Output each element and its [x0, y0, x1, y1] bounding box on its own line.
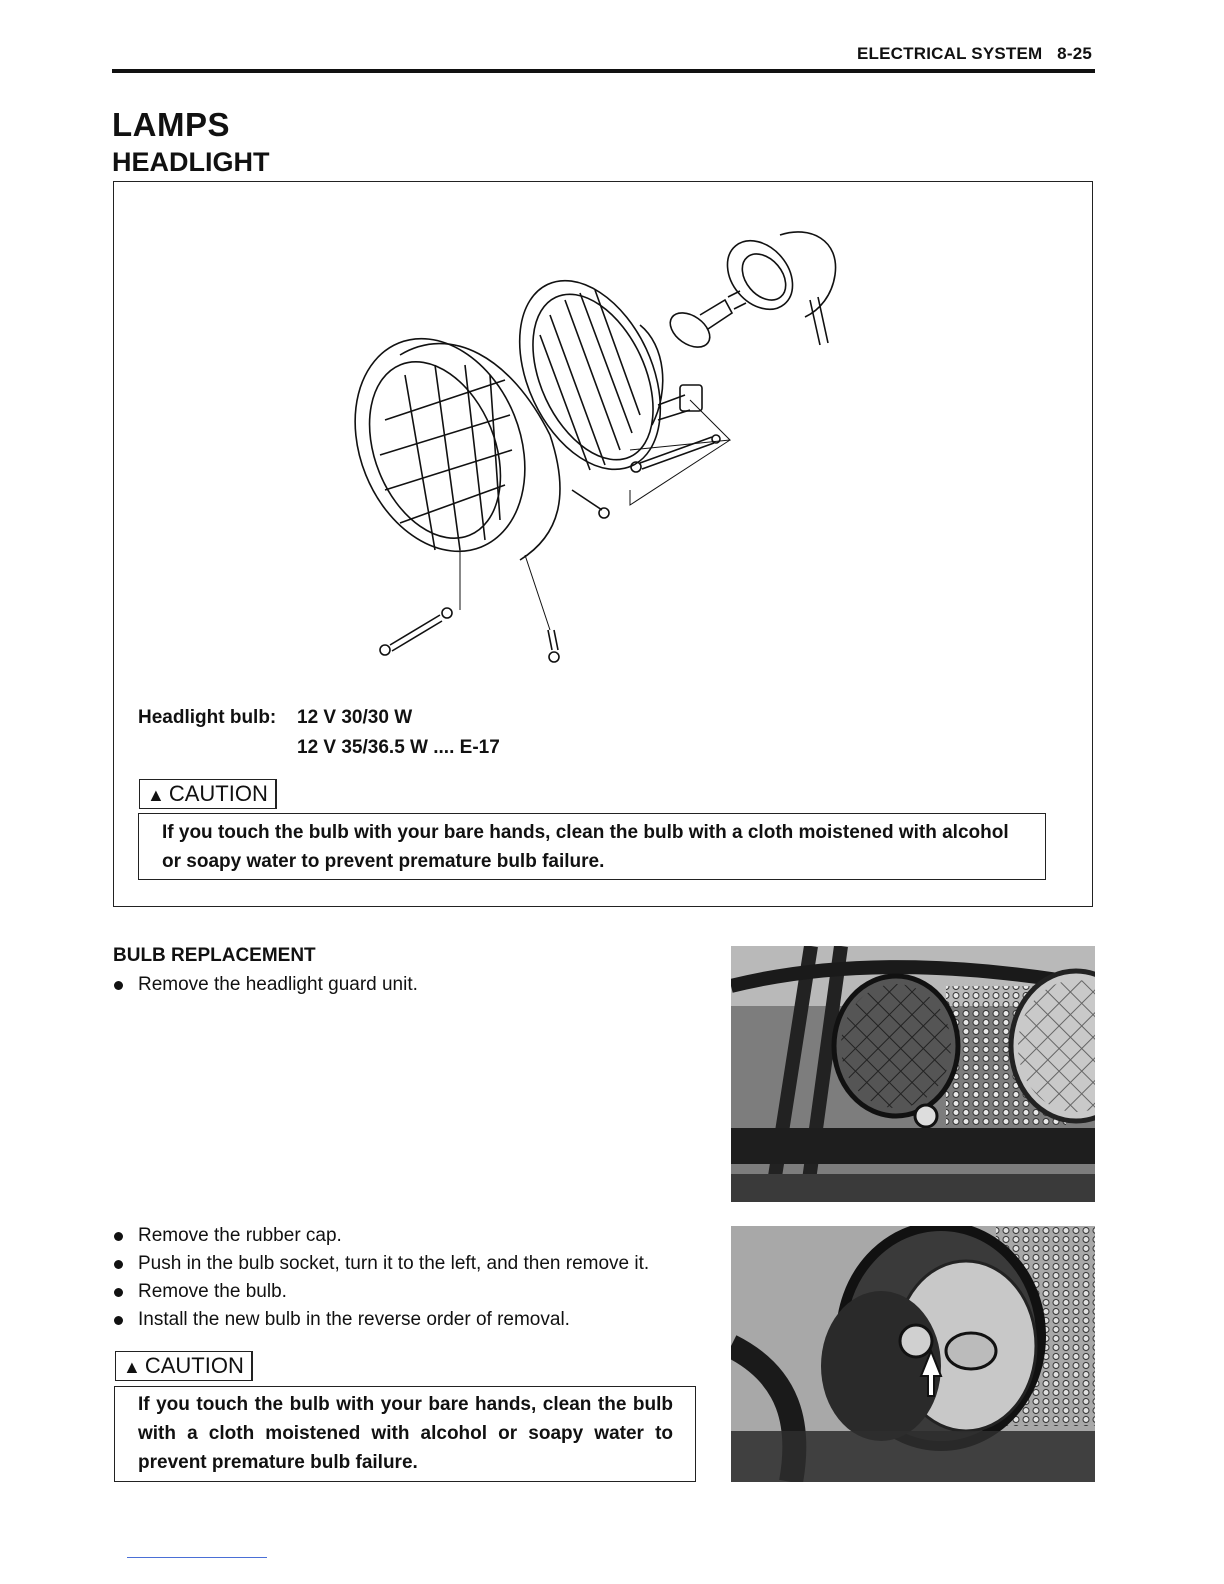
bullet-icon	[114, 981, 123, 990]
caution-text-2: If you touch the bulb with your bare hands, clean the bulb with a cloth moistened with alcohol or soapy water to prevent premature bulb failure.	[138, 1394, 673, 1473]
spec-value-2: 12 V 35/36.5 W .... E-17	[297, 737, 500, 758]
screw-illustrations	[380, 435, 720, 662]
step-list-2	[113, 1222, 649, 1334]
running-header	[857, 44, 1092, 64]
list-item: Push in the bulb socket, turn it to the left, and then remove it.	[113, 1250, 649, 1278]
headlight-exploded-diagram	[340, 205, 860, 675]
caution-label-2: CAUTION	[144, 1353, 244, 1378]
bulb-illustration	[664, 291, 746, 354]
spec-label: Headlight bulb:	[138, 707, 277, 728]
caution-text-1: If you touch the bulb with your bare hands, clean the bulb with a cloth moistened with alcohol or soapy water to prevent premature bulb failure.	[162, 822, 1009, 872]
bullet-icon	[114, 1232, 123, 1241]
headlight-guard-illustration	[340, 313, 560, 577]
bullet-icon	[114, 1260, 123, 1269]
list-item: Remove the headlight guard unit.	[113, 971, 418, 999]
step-list-1	[113, 971, 418, 999]
photo-bulb-socket	[731, 1226, 1095, 1482]
caution-box-1	[138, 813, 1046, 880]
bulb-replacement-heading: BULB REPLACEMENT	[113, 945, 316, 966]
headlight-lens-illustration	[492, 258, 702, 492]
header-page-number: 8-25	[1057, 44, 1092, 63]
caution-tag-1	[139, 779, 277, 809]
spec-value-1: 12 V 30/30 W	[297, 707, 413, 728]
header-rule	[112, 69, 1095, 73]
footer-link-rule[interactable]	[127, 1557, 267, 1558]
leader-lines	[460, 400, 730, 630]
caution-label-1: CAUTION	[168, 781, 268, 806]
bullet-icon	[114, 1316, 123, 1325]
page-title: LAMPS	[112, 106, 230, 143]
warning-triangle-icon: ▲	[123, 1357, 141, 1377]
caution-box-2	[114, 1386, 696, 1482]
header-section: ELECTRICAL SYSTEM	[857, 44, 1043, 63]
warning-triangle-icon: ▲	[147, 785, 165, 805]
list-item: Install the new bulb in the reverse order of removal.	[113, 1306, 649, 1334]
bullet-icon	[114, 1288, 123, 1297]
section-subtitle: HEADLIGHT	[112, 147, 270, 177]
list-item: Remove the bulb.	[113, 1278, 649, 1306]
list-item: Remove the rubber cap.	[113, 1222, 649, 1250]
caution-tag-2	[115, 1351, 253, 1381]
bulb-socket-cap-illustration	[714, 228, 835, 345]
photo-headlight-guard	[731, 946, 1095, 1202]
